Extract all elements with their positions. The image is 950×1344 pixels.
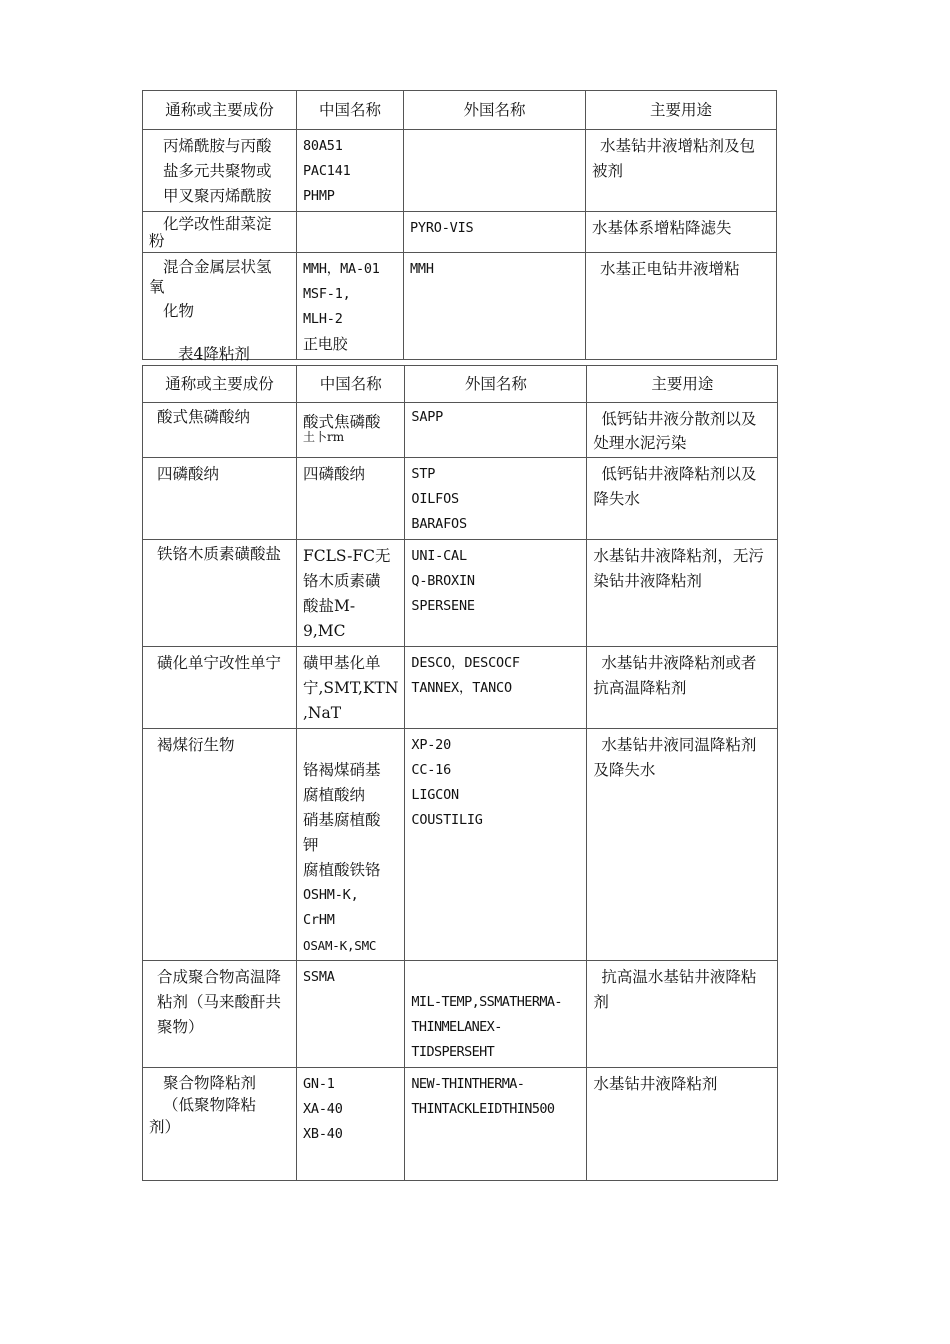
cell-text: 酸式焦磷酸纳 — [157, 408, 251, 426]
cell-line: MLH-2 — [303, 311, 343, 327]
cell-line: 聚合物降粘剂 — [163, 1074, 257, 1092]
cell-line: BARAFOS — [411, 516, 467, 532]
cell-line: （低聚物降粘 — [163, 1096, 257, 1114]
cell-common — [143, 729, 297, 961]
cell-foreign — [405, 1068, 587, 1181]
cell-line: TANNEX，TANCO — [411, 680, 512, 696]
cell-use — [586, 130, 777, 212]
cell-cn — [297, 212, 404, 253]
cell-line: 正电胶 — [303, 335, 348, 353]
cell-foreign — [405, 961, 587, 1068]
cell-line: 钾 — [303, 836, 319, 854]
cell-cn — [297, 1068, 405, 1181]
cell-line: GN-1 — [303, 1076, 335, 1092]
cell-line: MSF-1, — [303, 286, 351, 302]
cell-cn — [297, 253, 404, 360]
cell-line: Q-BROXIN — [411, 573, 475, 589]
header-common: 通称或主要成份 — [143, 366, 297, 403]
cell-foreign — [405, 403, 587, 458]
cell-cn — [297, 403, 405, 458]
cell-cn — [297, 540, 405, 647]
cell-foreign — [404, 130, 586, 212]
cell-text: 水基钻井液降粘剂 — [593, 1075, 718, 1093]
cell-text: 抗高温水基钻井液降粘剂 — [593, 968, 757, 1011]
table-row — [143, 647, 778, 729]
cell-line: XA-40 — [303, 1101, 343, 1117]
table-header-row — [143, 366, 778, 403]
cell-common — [143, 403, 297, 458]
table-row — [143, 458, 778, 540]
cell-common — [143, 647, 297, 729]
cell-line: STP — [411, 466, 436, 482]
cell-line: MIL-TEMP,SSMATHERMA- — [411, 994, 562, 1010]
cell-line: COUSTILIG — [411, 812, 483, 828]
cell-line: CrHM — [303, 912, 335, 928]
table-row — [143, 1068, 778, 1181]
cell-line: THINTACKLEIDTHIN500 — [411, 1101, 555, 1117]
cell-use — [587, 540, 778, 647]
cell-cn — [297, 647, 405, 729]
table-row — [143, 540, 778, 647]
cell-line: 混合金属层状氢 — [163, 258, 272, 276]
cell-line — [411, 965, 580, 990]
cell-text: 合成聚合物高温降粘剂（马来酸酐共聚物） — [157, 968, 282, 1036]
cell-line: SAPP — [411, 409, 444, 425]
cell-use — [587, 1068, 778, 1181]
cell-line: PYRO-VIS — [410, 220, 474, 236]
table-header-row — [143, 91, 777, 130]
cell-text: 水基钻井液增粘剂及包被剂 — [592, 137, 756, 180]
cell-text: 磺化单宁改性单宁 — [157, 654, 282, 672]
cell-text: 四磷酸纳 — [157, 465, 220, 483]
cell-line: 丙烯酰胺与丙酸 — [163, 137, 272, 155]
cell-use — [587, 961, 778, 1068]
cell-line: 土卜rm — [303, 430, 345, 444]
cell-common — [143, 1068, 297, 1181]
cell-line: TIDSPERSEHT — [411, 1044, 495, 1060]
cell-line: 酸式焦磷酸 — [303, 413, 381, 431]
cell-line: OSAM-K,SMC — [303, 938, 377, 953]
cell-line: NEW-THINTHERMA- — [411, 1076, 525, 1092]
cell-foreign — [405, 647, 587, 729]
table-row — [143, 403, 778, 458]
cell-line: 酸盐M- — [303, 597, 356, 615]
cell-text: 水基钻井液降粘剂，无污染钻井液降粘剂 — [593, 547, 764, 590]
cell-line: CC-16 — [411, 762, 452, 778]
cell-text: 低钙钻井液降粘剂以及降失水 — [593, 465, 757, 508]
cell-text: 褐煤衍生物 — [157, 736, 235, 754]
cell-line: 化物 — [163, 302, 195, 320]
cell-line: 9,MC — [303, 622, 346, 640]
cell-line: 甲叉聚丙烯酰胺 — [163, 187, 272, 205]
cell-cn — [297, 130, 404, 212]
cell-text: 铁铬木质素磺酸盐 — [157, 545, 282, 563]
cell-common — [143, 540, 297, 647]
cell-foreign — [405, 540, 587, 647]
cell-line: MMH，MA-01 — [303, 261, 380, 277]
cell-use — [587, 458, 778, 540]
cell-cn — [297, 729, 405, 961]
table-row — [143, 212, 777, 253]
header-common: 通称或主要成份 — [143, 91, 297, 130]
cell-common — [143, 212, 297, 253]
cell-text: 水基正电钻井液增粘 — [600, 260, 740, 278]
cell-cn — [297, 458, 405, 540]
cell-use — [586, 253, 777, 360]
cell-cn — [297, 961, 405, 1068]
cell-line: 腐植酸纳 — [303, 786, 366, 804]
cell-line: UNI-CAL — [411, 548, 467, 564]
cell-line: 化学改性甜菜淀 — [163, 215, 272, 233]
cell-line: DESCO，DESCOCF — [411, 655, 520, 671]
cell-use — [587, 647, 778, 729]
header-cn-name: 中国名称 — [297, 366, 405, 403]
cell-line — [303, 733, 398, 758]
cell-line: SSMA — [303, 969, 335, 985]
cell-foreign — [404, 212, 586, 253]
cell-line: 粉 — [149, 232, 165, 250]
cell-line: 宁,SMT,KTN — [303, 679, 399, 697]
table-3 — [142, 90, 777, 360]
cell-line: PAC141 — [303, 163, 351, 179]
cell-foreign — [405, 458, 587, 540]
table-4 — [142, 365, 778, 1181]
header-use: 主要用途 — [587, 366, 778, 403]
cell-line: SPERSENE — [411, 598, 475, 614]
cell-use — [587, 729, 778, 961]
cell-common — [143, 130, 297, 212]
header-cn-name: 中国名称 — [297, 91, 404, 130]
cell-line: XB-40 — [303, 1126, 343, 1142]
cell-foreign — [404, 253, 586, 360]
table-4-caption: 表4降粘剂 — [178, 345, 250, 363]
cell-line: 磺甲基化单 — [303, 654, 381, 672]
cell-text: 水基钻井液同温降粘剂及降失水 — [593, 736, 757, 779]
cell-line: THINMELANEX- — [411, 1019, 502, 1035]
cell-line: LIGCON — [411, 787, 459, 803]
cell-line: ,NaT — [303, 704, 342, 722]
cell-common — [143, 961, 297, 1068]
cell-line: OILFOS — [411, 491, 459, 507]
cell-line: 硝基腐植酸 — [303, 811, 381, 829]
cell-line: OSHM-K, — [303, 887, 359, 903]
cell-text: 水基体系增粘降滤失 — [592, 219, 732, 237]
cell-line: 剂） — [149, 1118, 181, 1136]
cell-line: 80A51 — [303, 138, 343, 154]
cell-line: 腐植酸铁铬 — [303, 861, 381, 879]
header-foreign-name: 外国名称 — [404, 91, 586, 130]
table-row — [143, 130, 777, 212]
header-foreign-name: 外国名称 — [405, 366, 587, 403]
table-row — [143, 961, 778, 1068]
cell-line: PHMP — [303, 188, 335, 204]
cell-line: XP-20 — [411, 737, 452, 753]
cell-line: 铬褐煤硝基 — [303, 761, 381, 779]
cell-use — [587, 403, 778, 458]
cell-text: 水基钻井液降粘剂或者抗高温降粘剂 — [593, 654, 757, 697]
table-row — [143, 729, 778, 961]
cell-text: 低钙钻井液分散剂以及处理水泥污染 — [593, 410, 757, 452]
cell-line: 铬木质素磺 — [303, 572, 381, 590]
cell-line: 盐多元共聚物或 — [163, 162, 272, 180]
cell-use — [586, 212, 777, 253]
header-use: 主要用途 — [586, 91, 777, 130]
cell-line: 四磷酸纳 — [303, 465, 366, 483]
cell-line: 氧 — [149, 278, 165, 296]
cell-common — [143, 458, 297, 540]
cell-foreign — [405, 729, 587, 961]
cell-line: MMH — [410, 261, 434, 277]
cell-line: FCLS-FC无 — [303, 547, 391, 565]
